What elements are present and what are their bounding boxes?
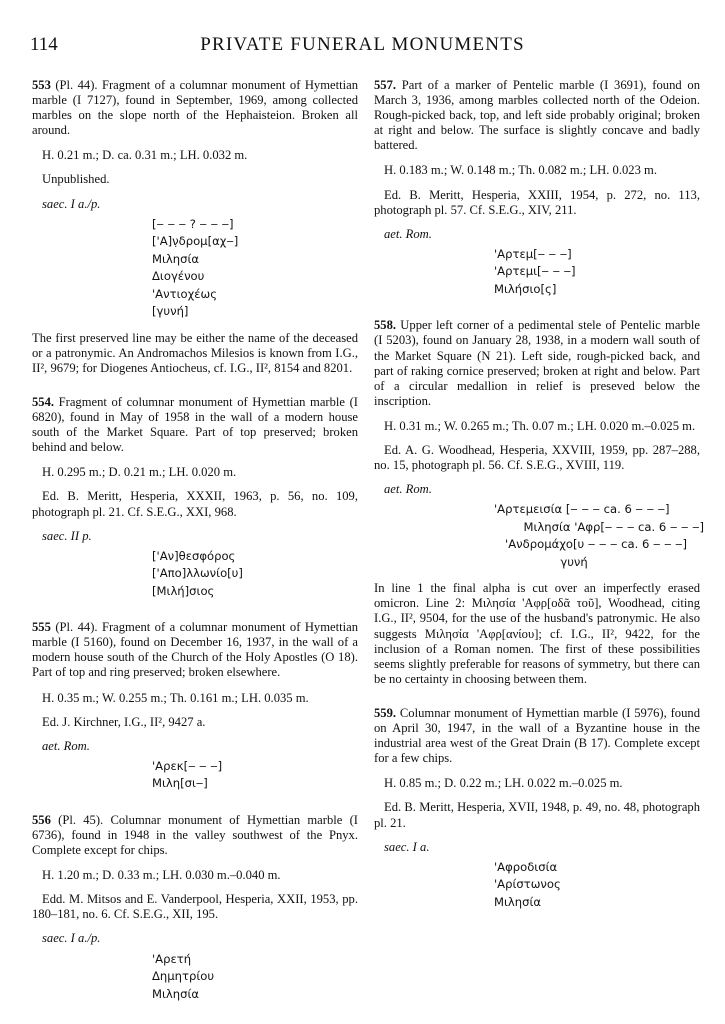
- entry-measurements: H. 1.20 m.; D. 0.33 m.; LH. 0.030 m.–0.040 m.: [42, 868, 281, 883]
- entry-number: 555: [32, 620, 51, 635]
- inscription-line: Μιλήσιο[ς]: [494, 281, 557, 296]
- entry-number: 556: [32, 812, 51, 827]
- entry-reference: Ed. B. Meritt, Hesperia, XVII, 1948, p. 49, no. 48, photograph pl. 21.: [374, 800, 700, 830]
- inscription-text: [152, 758, 358, 793]
- left-column: [32, 78, 358, 1023]
- entry-date: aet. Rom.: [384, 226, 432, 241]
- inscription-line: Μιλη[σι‒]: [152, 776, 208, 791]
- spacer: [32, 681, 358, 691]
- entry-description: [32, 620, 358, 680]
- entry-number: 558.: [374, 318, 397, 333]
- entry-text: Part of a marker of Pentelic marble (I 3691), found on March 3, 1936, among marbles collected north of the Odeion. Rough-picked back, top, and left side probably original; broken at right and below. The surface is slightly concave and badly battered.: [374, 78, 700, 153]
- entry-measurements: H. 0.85 m.; D. 0.22 m.; LH. 0.022 m.–0.025 m.: [384, 776, 623, 791]
- entry-reference: Ed. J. Kirchner, I.G., II², 9427 a.: [42, 714, 206, 729]
- inscription-line: 'Aφροδισία: [494, 859, 558, 874]
- spacer: [374, 766, 700, 776]
- entry-description: [374, 318, 700, 409]
- inscription-text: [494, 246, 700, 299]
- inscription-line: 'Aρτεμεισία [‒ ‒ ‒ ca. 6 ‒ ‒ ‒]: [494, 502, 670, 517]
- entry-description: [32, 813, 358, 858]
- entry-measurements: H. 0.21 m.; D. ca. 0.31 m.; LH. 0.032 m.: [42, 148, 248, 163]
- inscription-line: [γυνή]: [152, 304, 189, 319]
- entry-date: saec. I a./p.: [42, 196, 101, 211]
- spacer: [32, 803, 358, 813]
- entry-description: [374, 78, 700, 153]
- inscription-text: [152, 951, 358, 1004]
- entry-reference: Ed. B. Meritt, Hesperia, XXIII, 1954, p. 272, no. 113, photograph pl. 57. Cf. S.E.G., XIV, 211.: [374, 187, 700, 217]
- inscription-text: [152, 216, 358, 321]
- entry-reference: Unpublished.: [42, 172, 110, 187]
- inscription-line: ['Aν]θεσφόρος: [152, 548, 236, 563]
- entry-date: aet. Rom.: [42, 738, 90, 753]
- inscription-line: 'Aρτεμι[‒ ‒ ‒]: [494, 264, 576, 279]
- entry-commentary: In line 1 the final alpha is cut over an imperfectly erased omicron. Line 2: Μιλησία 'Aφρ[οδᾶ τοῦ], Woodhead, citing I.G., II², 9504, for the use of the husband's patronymic. He also suggests Μιλησία 'Aφρ[ανίου]; cf. I.G., II², 9422, for the inclusion of a Roman nomen. The first of these possibilities seems slightly preferable for reasons of symmetry, but there can be no certainty in choosing between them.: [374, 581, 700, 686]
- inscription-text: [494, 859, 700, 912]
- spacer: [374, 696, 700, 706]
- spacer: [374, 308, 700, 318]
- entry-number: 554.: [32, 394, 55, 409]
- inscription-line: 'Aρετή: [152, 951, 192, 966]
- entry-measurements: H. 0.31 m.; W. 0.265 m.; Th. 0.07 m.; LH. 0.020 m.–0.025 m.: [384, 418, 696, 433]
- entry-text: Upper left corner of a pedimental stele of Pentelic marble (I 5203), found on January 28, 1938, in a modern wall south of the Market Square (N 21). Left side, rough-picked back, and part of raking cornice preserved; broken at right and below. Part of a circular medallion in relief is preseved below the inscription.: [374, 318, 700, 408]
- entry-number: 559.: [374, 705, 397, 720]
- spacer: [32, 385, 358, 395]
- spacer: [32, 610, 358, 620]
- entry-text: (Pl. 45). Columnar monument of Hymettian marble (I 6736), found in 1948 in the valley southwest of the Pnyx. Complete except for chips.: [32, 812, 358, 858]
- inscription-line: 'Aρίστωνος: [494, 877, 561, 892]
- right-column: [374, 78, 704, 931]
- inscription-line: 'Aρεκ[‒ ‒ ‒]: [152, 758, 223, 773]
- entry-number: 557.: [374, 78, 397, 92]
- page-number: 114: [30, 34, 58, 55]
- entry-text: Fragment of columnar monument of Hymettian marble (I 6820), found in May of 1958 in the wall of a modern house south of the Market Square. Part of top preserved; broken behind and below.: [32, 394, 358, 455]
- entry-description: [32, 78, 358, 138]
- spacer: [32, 455, 358, 465]
- inscription-line: ['Aπο]λλωνίο[υ]: [152, 566, 243, 581]
- entry-description: [374, 706, 700, 766]
- entry-reference: Ed. A. G. Woodhead, Hesperia, XXVIII, 1959, pp. 287–288, no. 15, photograph pl. 56. Cf. S.E.G., XVIII, 119.: [374, 443, 700, 473]
- entry-commentary: The first preserved line may be either the name of the deceased or a patronymic. An Andromachos Milesios is known from I.G., II², 9679; for Diogenes Antiocheus, cf. I.G., II², 8154 and 8201.: [32, 330, 358, 375]
- entry-reference: Edd. M. Mitsos and E. Vanderpool, Hesperia, XXII, 1953, pp. 180–181, no. 6. Cf. S.E.G., XII, 195.: [32, 892, 358, 922]
- entry-number: 553: [32, 78, 51, 92]
- entry-text: (Pl. 44). Fragment of a columnar monument of Hymettian marble (I 7127), found in September, 1969, among collected marbles on the slope north of the Hephaisteion. Broken all around.: [32, 78, 358, 138]
- spacer: [32, 138, 358, 148]
- inscription-line: Μιλησία: [152, 251, 200, 266]
- inscription-text: [494, 501, 704, 571]
- inscription-line: Μιλησία: [494, 894, 542, 909]
- spacer: [374, 153, 700, 163]
- entry-measurements: H. 0.35 m.; W. 0.255 m.; Th. 0.161 m.; LH. 0.035 m.: [42, 690, 309, 705]
- entry-description: [32, 395, 358, 455]
- entry-date: aet. Rom.: [384, 482, 432, 497]
- inscription-line: [Μιλή]σιος: [152, 583, 215, 598]
- inscription-line: γυνή: [494, 554, 588, 569]
- entry-date: saec. I a./p.: [42, 931, 101, 946]
- inscription-line: 'Aρτεμ[‒ ‒ ‒]: [494, 246, 572, 261]
- inscription-line: Δημητρίου: [152, 969, 215, 983]
- entry-text: Columnar monument of Hymettian marble (I 5976), found on April 30, 1947, in the wall of a Byzantine house in the industrial area west of the Great Drain (B 17). Complete except for a few chips.: [374, 705, 700, 766]
- entry-text: (Pl. 44). Fragment of a columnar monument of Hymettian marble (I 5160), found on December 16, 1937, in the wall of a modern house south of the Church of the Holy Apostles (O 18). Part of top and ring preserved; broken elsewhere.: [32, 620, 358, 680]
- spacer: [374, 409, 700, 419]
- entry-reference: Ed. B. Meritt, Hesperia, XXXII, 1963, p. 56, no. 109, photograph pl. 21. Cf. S.E.G., XXI, 968.: [32, 489, 358, 519]
- inscription-line: 'Αντιοχέως: [152, 286, 218, 301]
- spacer: [374, 921, 700, 931]
- running-title: PRIVATE FUNERAL MONUMENTS: [200, 34, 525, 55]
- entry-measurements: H. 0.183 m.; W. 0.148 m.; Th. 0.082 m.; LH. 0.023 m.: [384, 163, 657, 178]
- inscription-line: Μιλησία 'Aφρ[‒ ‒ ‒ ca. 6 ‒ ‒ ‒]: [494, 519, 704, 534]
- running-header: [30, 34, 695, 62]
- spacer: [32, 1013, 358, 1023]
- inscription-line: Μιλησία: [152, 986, 200, 1001]
- entry-measurements: H. 0.295 m.; D. 0.21 m.; LH. 0.020 m.: [42, 465, 237, 480]
- entry-date: saec. I a.: [384, 839, 430, 854]
- inscription-line: Διογένου: [152, 269, 205, 284]
- inscription-line: 'Aνδρομάχο[υ ‒ ‒ ‒ ca. 6 ‒ ‒ ‒]: [494, 537, 688, 552]
- spacer: [32, 858, 358, 868]
- inscription-line: ['A]ν̣δρομ[αχ‒]: [152, 234, 239, 249]
- entry-date: saec. II p.: [42, 528, 92, 543]
- inscription-text: [152, 548, 358, 601]
- inscription-line: [‒ ‒ ‒ ? ‒ ‒ ‒]: [152, 216, 234, 231]
